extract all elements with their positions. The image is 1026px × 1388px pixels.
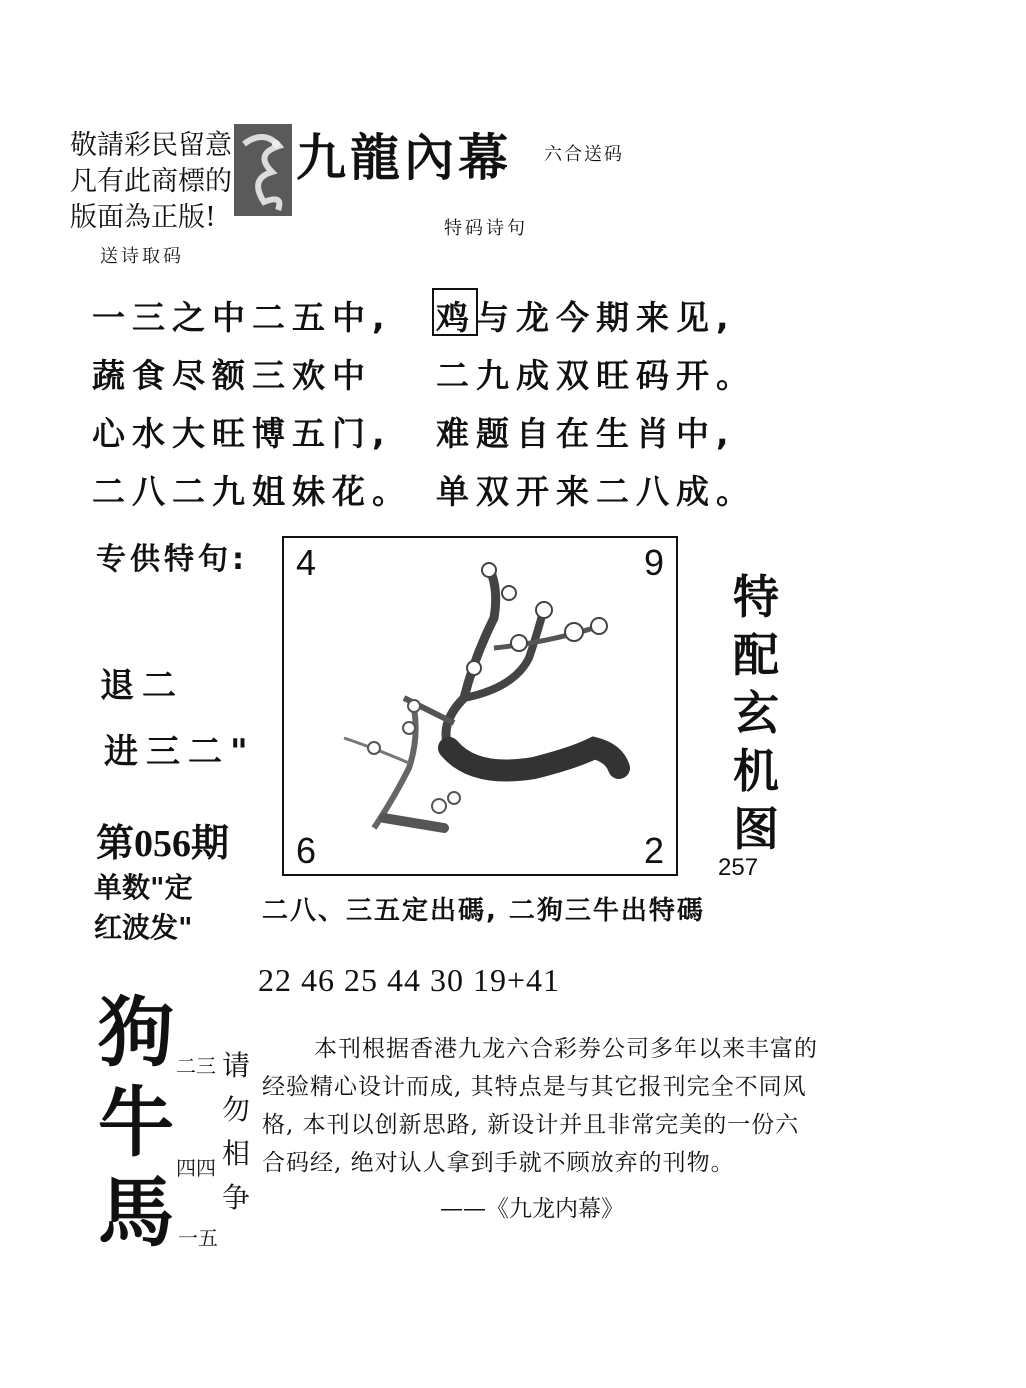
masthead-subtitle: 六合送码: [544, 144, 624, 165]
corner-number-tr: 9: [643, 542, 664, 583]
poem-right-line-4: 单双开来二八成。: [436, 472, 756, 511]
big-char-ox: 牛: [98, 1078, 174, 1167]
source-credit: ——《九龙内幕》: [440, 1196, 624, 1222]
masthead-title: 九龍內幕: [296, 128, 512, 187]
notice-line-2: 凡有此商標的: [70, 166, 232, 197]
plum-blossom-icon: [314, 548, 644, 848]
poem-right-line-3: 难题自在生肖中,: [436, 414, 736, 453]
retreat-text: 退二: [100, 666, 184, 706]
vertical-title: [726, 568, 786, 858]
poem-left-line-1: 一三之中二五中,: [92, 298, 392, 337]
odd-note-line-2: 红波发": [94, 911, 193, 944]
odd-note-line-1: 单数"定: [94, 871, 193, 904]
big-zodiac-chars: [96, 988, 176, 1258]
corner-number-bl: 6: [296, 830, 317, 871]
vertical-title-char: 玄: [733, 686, 779, 740]
warning-char: 请: [221, 1049, 250, 1082]
number-list: 22 46 25 44 30 19+41: [258, 962, 561, 998]
notice-line-3: 版面為正版!: [70, 202, 216, 233]
issue-number: 第056期: [96, 823, 230, 865]
section-label-songshi: 送诗取码: [100, 246, 184, 267]
vertical-title-char: 特: [733, 570, 779, 624]
poem-left-line-3: 心水大旺博五门,: [92, 414, 392, 453]
warning-char: 勿: [221, 1093, 250, 1126]
highlight-box: [432, 288, 478, 336]
big-char-dog: 狗: [98, 988, 174, 1077]
notice-block: [70, 128, 232, 236]
notice-line-1: 敬請彩民留意: [70, 130, 232, 161]
plum-picture-frame: [282, 536, 678, 876]
side-mark-a: 二三: [176, 1054, 216, 1078]
vertical-title-char: 图: [733, 802, 779, 856]
poem-left-line-2: 蔬食尽额三欢中: [92, 356, 372, 395]
corner-number-tl: 4: [296, 542, 317, 583]
vertical-title-char: 机: [733, 744, 779, 798]
paragraph-text: 本刊根据香港九龙六合彩券公司多年以来丰富的经验精心设计而成, 其特点是与其它报刊完全不同风格, 本刊以创新思路, 新设计并且非常完美的一份六合码经, 绝对认人拿到手就不顾放弃的刊物。: [262, 1036, 818, 1176]
poem-right-line-2: 二九成双旺码开。: [436, 356, 756, 395]
section-label-teshi: 特码诗句: [444, 218, 528, 239]
description-paragraph: [262, 1030, 822, 1182]
side-mark-b: 四四: [176, 1156, 216, 1180]
code-number: 257: [718, 854, 759, 881]
hint-line: 二八、三五定出碼, 二狗三牛出特碼: [262, 896, 705, 926]
vertical-warning: [218, 1044, 254, 1220]
special-sentence-label: 专供特句:: [96, 542, 248, 577]
side-mark-c: 一五: [178, 1226, 218, 1250]
warning-char: 争: [221, 1181, 250, 1214]
warning-char: 相: [221, 1137, 250, 1170]
dragon-logo-icon: [234, 124, 292, 216]
vertical-title-char: 配: [733, 628, 779, 682]
poem-left-line-4: 二八二九姐妹花。: [92, 472, 412, 511]
odd-number-note: [94, 868, 193, 948]
big-char-horse: 馬: [98, 1168, 174, 1257]
advance-text: 进三二": [104, 732, 256, 772]
poem-right-line-1: 鸡与龙今期来见,: [436, 298, 736, 337]
corner-number-br: 2: [643, 830, 664, 871]
